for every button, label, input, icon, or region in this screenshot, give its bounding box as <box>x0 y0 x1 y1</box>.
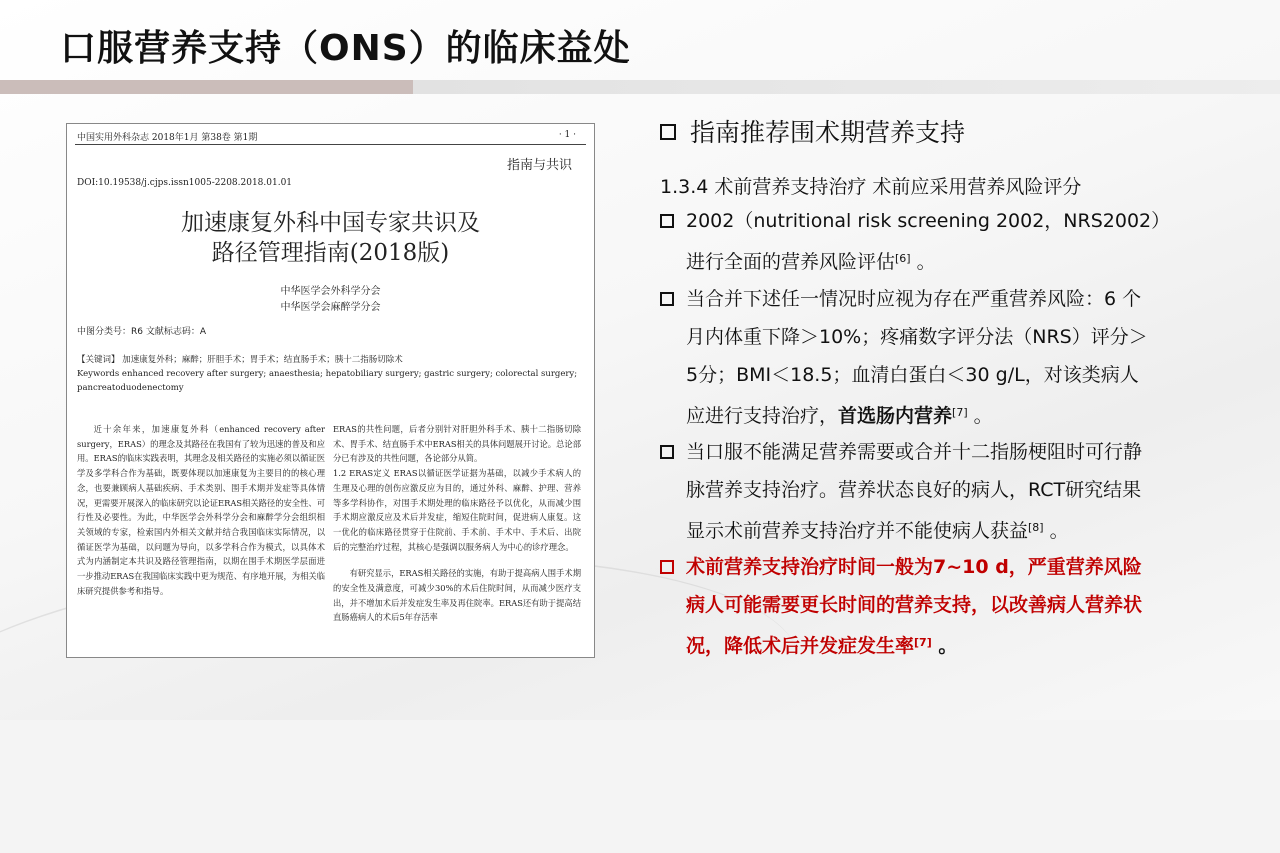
bullet-line: 脉营养支持治疗。营养状态良好的病人，RCT研究结果 <box>686 479 1142 501</box>
bullet-line: 当口服不能满足营养需要或合并十二指肠梗阻时可行静 <box>686 441 1143 463</box>
paper-paragraph: ERAS的共性问题，后者分别针对肝胆外科手术、胰十二指肠切除术、胃手术、结直肠手术中ERAS相关的具体问题展开讨论。总论部分已有涉及的共性问题，各论部分从简。 <box>333 424 581 464</box>
paper-title <box>67 208 594 268</box>
paper-section: 指南与共识 <box>506 158 572 173</box>
paper-org-1: 中华医学会外科学分会 <box>280 286 381 297</box>
bullet-line: 月内体重下降＞10%；疼痛数字评分法（NRS）评分＞ <box>686 326 1148 348</box>
bullet-end: 。 <box>910 251 936 273</box>
paper-keywords-cn: 【关键词】 加速康复外科；麻醉；肝胆手术；胃手术；结直肠手术；胰十二指肠切除术 <box>77 355 403 365</box>
bullet-text: 进行全面的营养风险评估 <box>686 251 896 273</box>
heading-text: 指南推荐围术期营养支持 <box>690 118 966 147</box>
paper-paragraph: 有研究显示，ERAS相关路径的实施，有助于提高病人围手术期的安全性及满意度，可减少30%的术后住院时间，从而减少医疗支出，并不增加术后并发症发生率及再住院率。ERAS还有助于提高结直肠癌病人的术后5年存活率 <box>333 568 581 623</box>
bullet-end: 。 <box>967 405 993 427</box>
citation: [8] <box>1028 521 1044 534</box>
square-bullet-icon <box>660 560 674 574</box>
citation: [7] <box>914 636 932 649</box>
paper-title-line1: 加速康复外科中国专家共识及 <box>181 210 480 236</box>
bullet-line <box>686 624 1142 665</box>
bullet-text: 显示术前营养支持治疗并不能使病人获益 <box>686 520 1029 542</box>
bullet-line: 2002（nutritional risk screening 2002，NRS2002） <box>686 210 1171 232</box>
bullet-line: 5分；BMI＜18.5；血清白蛋白＜30 g/L，对该类病人 <box>686 364 1139 386</box>
paper-journal: 中国实用外科杂志 2018年1月 第38卷 第1期 <box>77 133 258 143</box>
bullet-line: 当合并下述任一情况时应视为存在严重营养风险：6 个 <box>686 288 1142 310</box>
square-bullet-icon <box>660 292 674 306</box>
bullet-text: 况，降低术后并发症发生率 <box>686 635 915 657</box>
paper-column-right <box>333 422 581 625</box>
paper-authors <box>67 284 594 316</box>
paper-classification: 中图分类号：R6 文献标志码：A <box>77 327 206 337</box>
section-heading <box>660 113 965 149</box>
square-bullet-icon <box>660 214 674 228</box>
title-bar-accent <box>0 80 413 94</box>
paper-org-2: 中华医学会麻醉学分会 <box>280 302 381 313</box>
bullet-text: 应进行支持治疗， <box>686 405 839 427</box>
square-bullet-icon <box>660 124 676 140</box>
bullet-line: 病人可能需要更长时间的营养支持，以改善病人营养状 <box>686 594 1143 616</box>
square-bullet-icon <box>660 445 674 459</box>
paper-doi: DOI:10.19538/j.cjps.issn1005-2208.2018.01.01 <box>77 178 293 188</box>
bullet-line <box>686 394 1148 435</box>
bullet-end: 。 <box>931 635 958 657</box>
paper-paragraph: 1.2 ERAS定义 ERAS以循证医学证据为基础，以减少手术病人的生理及心理的创伤应激反应为目的，通过外科、麻醉、护理、营养等多学科协作，对围手术期处理的临床路径予以优化，从而减少围手术期应激反应及术后并发症，缩短住院时间，促进病人康复。这一优化的临床路径贯穿于住院前、手术前、手术中、手术后、出院后的完整治疗过程，其核心是强调以服务病人为中心的诊疗理念。 <box>333 468 581 552</box>
bullet-line: 术前营养支持治疗时间一般为7~10 d，严重营养风险 <box>686 556 1142 578</box>
slide-title: 口服营养支持（ONS）的临床益处 <box>60 28 631 69</box>
citation: [7] <box>952 406 968 419</box>
bullet-emphasis: 首选肠内营养 <box>838 405 953 427</box>
bullet-end: 。 <box>1043 520 1069 542</box>
paper-keywords <box>77 353 584 395</box>
paper-keywords-en: Keywords enhanced recovery after surgery; anaesthesia; hepatobiliary surgery; gastric surgery; colorectal surgery; pancreatoduodenectomy <box>77 369 578 393</box>
bullet-line <box>686 240 1170 281</box>
citation: [6] <box>895 252 911 265</box>
paper-rule <box>75 144 586 145</box>
paper-title-line2: 路径管理指南(2018版) <box>211 240 450 266</box>
paper-scan <box>66 123 595 658</box>
paper-page-number: · 1 · <box>558 130 576 140</box>
paper-paragraph: 近十余年来，加速康复外科（enhanced recovery after surgery，ERAS）的理念及其路径在我国有了较为迅速的普及和应用。ERAS的临床实践表明，其理念及相关路径的实施必须以循证医学及多学科合作为基础，既要体现以加速康复为主要目的的核心理念，也要兼顾病人基础疾病、手术类别、围手术期并发症等具体情况，更需要开展深入的临床研究以论证ERAS相关路径的安全性、可行性及必要性。为此，中华医学会外科学分会和麻醉学分会组织相关领域的专家，检索国内外相关文献并结合我国临床实际情况，以循证医学为基础，以问题为导向，以多学科合作为模式，以具体术式为内涵制定本共识及路径管理指南，以期在围手术期医学层面进一步推动ERAS在我国临床实践中更为规范、有序地开展，为相关临床研究提供参考和指导。 <box>77 424 325 596</box>
paper-column-left <box>77 422 325 598</box>
guideline-subheading: 1.3.4 术前营养支持治疗 术前应采用营养风险评分 <box>660 176 1082 198</box>
title-bar-light <box>413 80 1280 94</box>
bullet-line <box>686 509 1142 550</box>
